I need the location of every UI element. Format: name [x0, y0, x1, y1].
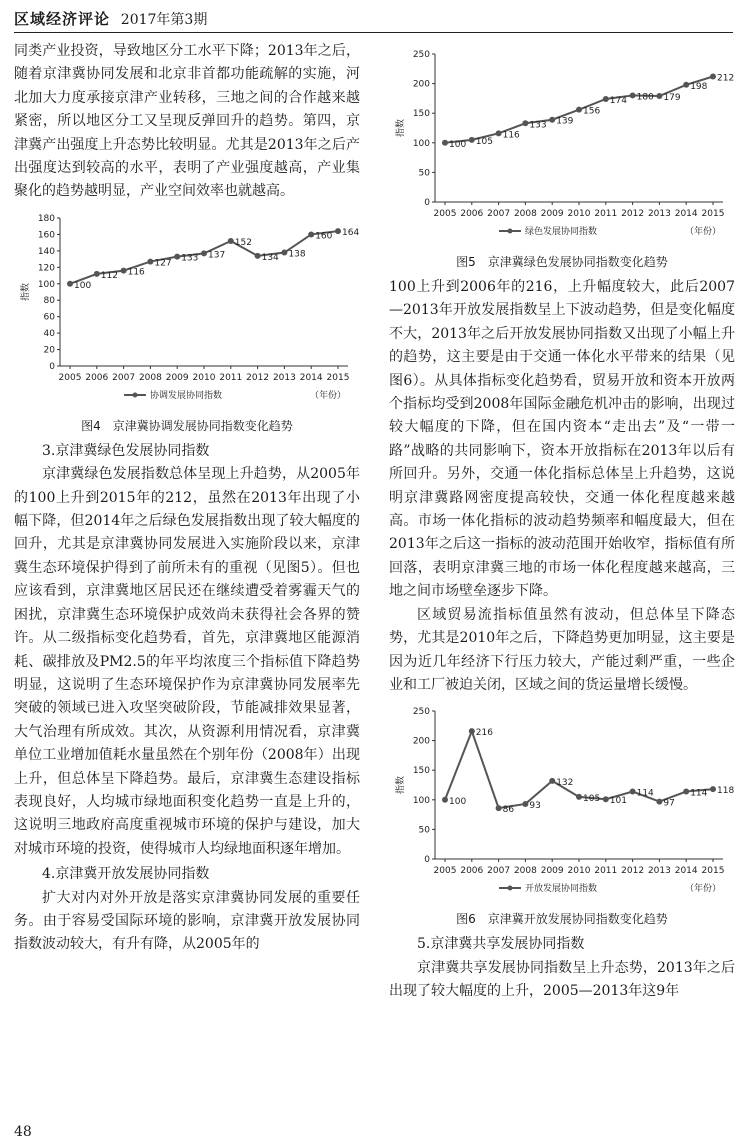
data-point: [147, 258, 153, 264]
x-tick-label: 2008: [513, 209, 537, 219]
data-label: 101: [609, 796, 627, 807]
x-tick-label: 2007: [487, 866, 511, 877]
legend-label: 绿色发展协同指数: [525, 227, 598, 237]
y-tick-label: 40: [43, 328, 55, 339]
data-label: 134: [261, 252, 279, 263]
section-3-title: 3.京津冀绿色发展协同指数: [42, 442, 210, 459]
data-point: [496, 130, 502, 136]
data-label: 86: [502, 805, 515, 816]
data-label: 160: [315, 231, 333, 242]
data-label: 114: [690, 788, 708, 799]
left-paragraph-2: 京津冀绿色发展指数总体呈现上升趋势，从2005年的100上升到2015年的212，虽然在2013年出现了小幅下降，但2014年之后绿色发展指数出现了较大幅度的回升，尤其是京津冀协同发展进入实施阶段以来，京津冀生态环境保护得到了前所未有的重视（见图5）。但也应该看到，京津冀地区居民还在继续遭受着雾霾天气的困扰，京津冀生态环境保护成效尚未获得社会各界的赞许。从二级指标变化趋势看，首先，京津冀地区能源消耗、碳排放及PM2.5的年平均浓度三个指标值下降趋势明显，这说明了生态环境保护作为京津冀协同发展率先突破的领域已进入攻坚突破阶段，节能减排效果显著，大气治理有所成效。其次，从资源利用情况看，京津冀单位工业增加值耗水量虽然在个别年份（2008年）出现上升，但总体呈下降趋势。最后，京津冀生态建设指标表现良好，人均城市绿地面积变化趋势一直是上升的，这说明三地政府高度重视城市环境的保护与建设，加大对城市环境的投资，使得城市人均绿地面积逐年增加。: [14, 466, 360, 857]
left-column: [14, 40, 360, 957]
data-label: 164: [342, 227, 360, 238]
data-point: [121, 267, 127, 273]
left-paragraph-1: 同类产业投资，导致地区分工水平下降；2013年之后，随着京津冀协同发展和北京非首都功能疏解的实施，河北加大力度承接京津产业转移，三地之间的合作越来越紧密，所以地区分工又呈现反弹回升的趋势。第四，京津冀产出强度上升态势比较明显。尤其是2013年之后产出强度达到较高的水平，表明了产业强度越高，产业集聚化的趋势越明显，产业空间效率也就越高。: [14, 43, 360, 200]
data-point: [603, 96, 609, 102]
chart-fig4: [14, 204, 360, 414]
data-label: 139: [556, 116, 574, 127]
data-point: [683, 789, 689, 795]
data-label: 138: [288, 249, 306, 260]
x-tick-label: 2012: [621, 209, 645, 219]
data-point: [94, 271, 100, 277]
x-tick-label: 2005: [58, 372, 82, 383]
x-tick-label: 2014: [674, 209, 698, 219]
data-label: 105: [583, 794, 601, 805]
x-tick-label: 2005: [433, 209, 457, 219]
figure-6: [389, 697, 735, 929]
x-tick-label: 2010: [567, 209, 591, 219]
data-label: 212: [717, 73, 735, 84]
x-tick-label: 2012: [621, 866, 645, 877]
data-label: 174: [609, 95, 627, 106]
figure-5-caption: 图5 京津冀绿色发展协同指数变化趋势: [456, 255, 668, 269]
data-label: 114: [636, 788, 654, 799]
data-label: 180: [636, 92, 654, 103]
x-tick-label: 2010: [192, 372, 216, 383]
data-label: 198: [690, 81, 708, 92]
data-point: [576, 107, 582, 113]
data-label: 100: [449, 797, 467, 808]
x-tick-label: 2013: [272, 372, 296, 383]
data-point: [469, 728, 475, 734]
x-tick-label: 2007: [487, 209, 511, 219]
x-tick-label: 2005: [433, 866, 457, 877]
data-point: [656, 93, 662, 99]
y-tick-label: 200: [412, 736, 430, 747]
data-point: [442, 797, 448, 803]
data-point: [710, 73, 716, 79]
x-tick-label: 2011: [594, 209, 618, 219]
data-point: [656, 799, 662, 805]
issue-label: 2017年第3期: [120, 12, 208, 28]
data-point: [683, 82, 689, 88]
data-label: 100: [74, 280, 92, 291]
x-tick-label: 2006: [460, 866, 484, 877]
y-tick-label: 0: [49, 361, 55, 372]
right-paragraph-1: 100上升到2006年的216，上升幅度较大，此后2007—2013年开放发展指数呈上下波动趋势，但是变化幅度不大，2013年之后开放发展协同指数又出现了小幅上升的趋势，这主要是由于交通一体化水平带来的结果（见图6）。从具体指标变化趋势看，贸易开放和资本开放两个指标均受到2008年国际金融危机冲击的影响，出现过较大幅度的下降，但在国内资本“走出去”及“一带一路”战略的共同影响下，资本开放指标在2013年以后有所回升。另外，交通一体化指标总体呈上升趋势，这说明京津冀路网密度提高较快，交通一体化程度越来越高。市场一体化指标的波动趋势频率和幅度最大，但在2013年之后这一指标的波动范围开始收窄，指标值有所回落，表明京津冀三地的市场一体化程度越来越高，三地之间市场壁垒逐步下降。: [389, 279, 735, 600]
y-tick-label: 50: [418, 168, 430, 179]
legend-label: 开放发展协同指数: [525, 884, 598, 895]
y-tick-label: 140: [37, 246, 55, 257]
x-tick-label: 2010: [567, 866, 591, 877]
x-tick-label: 2015: [701, 209, 725, 219]
x-tick-label: 2008: [513, 866, 537, 877]
x-tick-label: 2008: [138, 372, 162, 383]
y-tick-label: 160: [37, 230, 55, 241]
figure-4: [14, 204, 360, 436]
x-tick-label: 2012: [246, 372, 270, 383]
data-point: [522, 120, 528, 126]
data-label: 116: [127, 267, 145, 278]
section-5-title: 5.京津冀共享发展协同指数: [417, 936, 585, 953]
x-tick-label: 2013: [647, 209, 671, 219]
y-tick-label: 60: [43, 312, 55, 323]
data-label: 152: [234, 237, 252, 248]
data-point: [549, 117, 555, 123]
data-label: 132: [556, 778, 574, 789]
section-4-title: 4.京津冀开放发展协同指数: [42, 866, 210, 883]
x-tick-label: 2009: [165, 372, 189, 383]
figure-4-caption: 图4 京津冀协调发展协同指数变化趋势: [81, 418, 293, 433]
data-label: 100: [449, 139, 467, 150]
legend-marker: [508, 229, 513, 234]
data-point: [228, 238, 234, 244]
right-paragraph-3: 京津冀共享发展协同指数呈上升态势，2013年之后出现了较大幅度的上升，2005—2013年这9年: [389, 959, 735, 1000]
x-tick-label: 2013: [647, 866, 671, 877]
legend-label: 协调发展协同指数: [150, 390, 223, 401]
y-tick-label: 250: [412, 707, 430, 718]
legend-marker: [508, 886, 513, 891]
data-label: 156: [583, 106, 601, 117]
y-tick-label: 50: [418, 825, 430, 836]
data-point: [576, 794, 582, 800]
y-tick-label: 150: [412, 109, 430, 120]
x-tick-label: 2011: [594, 866, 618, 877]
y-axis-label: 指数: [21, 282, 31, 301]
data-point: [442, 140, 448, 146]
x-tick-label: 2009: [540, 209, 564, 219]
right-column: [389, 40, 735, 1004]
data-point: [710, 786, 716, 792]
x-tick-label: 2015: [326, 372, 350, 383]
data-point: [67, 281, 73, 287]
data-label: 137: [208, 250, 226, 261]
y-axis-label: 指数: [396, 776, 406, 795]
data-point: [469, 137, 475, 143]
y-tick-label: 20: [43, 345, 55, 356]
data-label: 127: [154, 258, 172, 269]
y-tick-label: 120: [37, 263, 55, 274]
x-tick-label: 2014: [674, 866, 698, 877]
y-tick-label: 100: [412, 138, 430, 149]
y-axis-label: 指数: [396, 118, 406, 138]
page-header: [14, 8, 733, 33]
data-point: [549, 778, 555, 784]
page-number: 48: [14, 1124, 32, 1140]
y-tick-label: 200: [412, 79, 430, 90]
data-point: [281, 249, 287, 255]
y-tick-label: 100: [412, 796, 430, 807]
y-tick-label: 100: [37, 279, 55, 290]
data-label: 105: [475, 136, 493, 147]
data-label: 216: [475, 728, 493, 739]
data-point: [496, 805, 502, 811]
x-axis-label: （年份）: [684, 227, 722, 237]
data-point: [522, 801, 528, 807]
y-tick-label: 150: [412, 766, 430, 777]
x-tick-label: 2014: [299, 372, 323, 383]
data-label: 179: [663, 93, 681, 104]
data-point: [630, 789, 636, 795]
data-point: [630, 92, 636, 98]
data-point: [174, 253, 180, 259]
data-label: 116: [502, 130, 520, 141]
journal-title: 区域经济评论: [14, 10, 111, 28]
left-paragraph-3: 扩大对内对外开放是落实京津冀协同发展的重要任务。由于容易受国际环境的影响，京津冀开放发展协同指数波动较大，有升有降，从2005年的: [14, 889, 360, 953]
chart-fig6: [389, 697, 735, 907]
x-tick-label: 2006: [85, 372, 109, 383]
chart-fig5: [389, 40, 735, 250]
data-label: 112: [100, 270, 118, 281]
figure-5: [389, 40, 735, 272]
y-tick-label: 180: [37, 213, 55, 224]
y-tick-label: 80: [43, 296, 55, 307]
data-point: [255, 253, 261, 259]
data-label: 97: [663, 798, 675, 809]
data-label: 93: [529, 801, 541, 812]
legend-marker: [133, 392, 138, 397]
x-tick-label: 2006: [460, 209, 484, 219]
data-point: [335, 228, 341, 234]
data-point: [308, 231, 314, 237]
data-label: 118: [717, 786, 735, 797]
x-axis-label: （年份）: [309, 390, 347, 401]
data-label: 133: [181, 253, 199, 264]
x-tick-label: 2015: [701, 866, 725, 877]
y-tick-label: 0: [424, 855, 430, 866]
data-label: 133: [529, 120, 547, 131]
x-axis-label: （年份）: [684, 884, 722, 895]
y-tick-label: 250: [412, 50, 430, 60]
x-tick-label: 2007: [112, 372, 136, 383]
data-point: [201, 250, 207, 256]
y-tick-label: 0: [424, 198, 430, 208]
right-paragraph-2: 区域贸易流指标值虽然有波动，但总体呈下降态势，尤其是2010年之后，下降趋势更加明显，这主要是因为近几年经济下行压力较大，产能过剩严重，一些企业和工厂被迫关闭，区域之间的货运量增长缓慢。: [389, 606, 735, 693]
x-tick-label: 2009: [540, 866, 564, 877]
figure-6-caption: 图6 京津冀开放发展协同指数变化趋势: [456, 912, 668, 927]
x-tick-label: 2011: [219, 372, 243, 383]
data-point: [603, 797, 609, 803]
